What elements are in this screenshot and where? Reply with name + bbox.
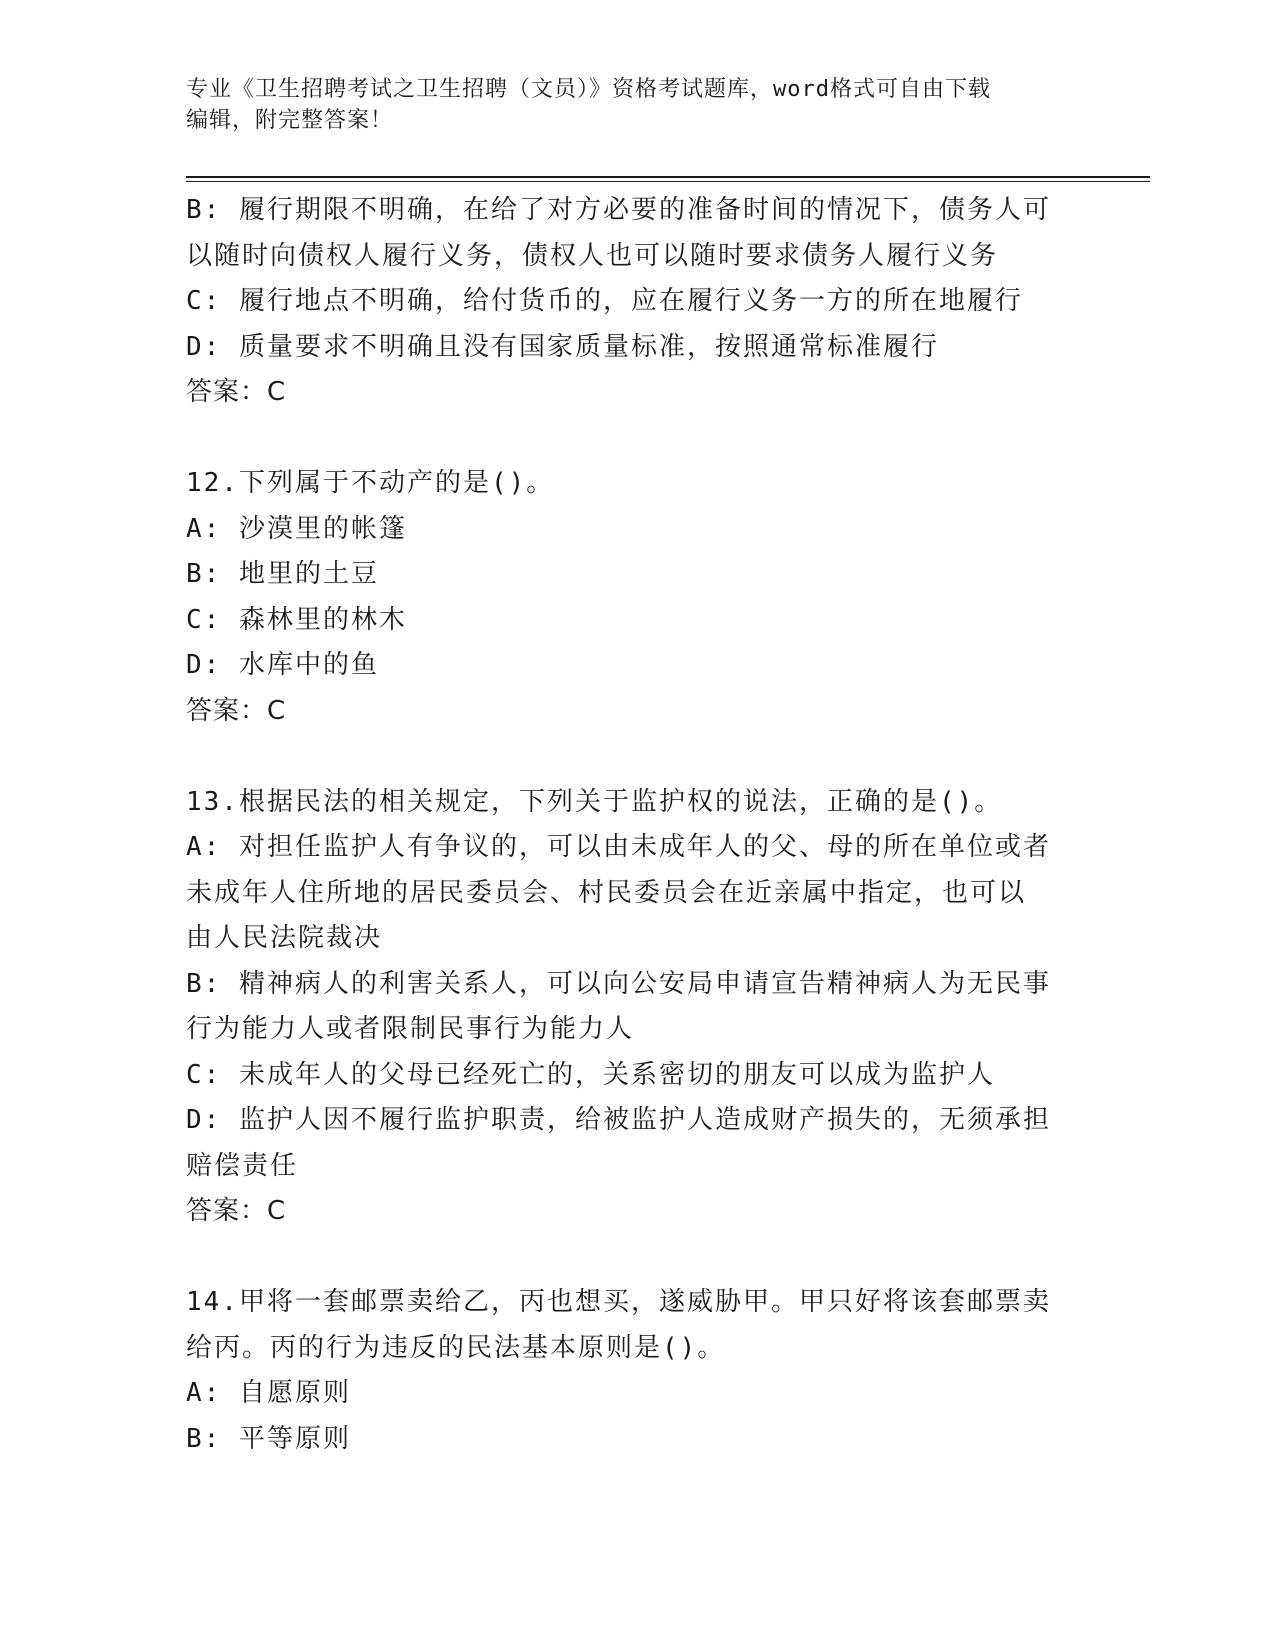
text-line: 12.下列属于不动产的是()。	[186, 468, 555, 498]
blank-line	[186, 416, 1086, 462]
text-line: D: 水库中的鱼	[186, 650, 379, 680]
text-line: 赔偿责任	[186, 1150, 299, 1181]
text-line: 14.甲将一套邮票卖给乙，丙也想买，遂威胁甲。甲只好将该套邮票卖	[186, 1287, 1051, 1317]
text-line: C: 履行地点不明确，给付货币的，应在履行义务一方的所在地履行	[186, 286, 1023, 316]
answer-line: 答案：C	[186, 695, 287, 726]
blank-line	[186, 1235, 1086, 1281]
header-line-1: 专业《卫生招聘考试之卫生招聘（文员）》资格考试题库，word格式可自由下载	[186, 77, 991, 102]
text-line: C: 未成年人的父母已经死亡的，关系密切的朋友可以成为监护人	[186, 1059, 995, 1090]
header-rule-thick	[186, 176, 1150, 178]
answer-line: 答案：C	[186, 377, 287, 407]
text-line: C: 森林里的林木	[186, 604, 407, 635]
header-rule-thin	[186, 181, 1150, 182]
text-line: D: 质量要求不明确且没有国家质量标准，按照通常标准履行	[186, 331, 939, 362]
document-header	[186, 74, 1066, 136]
question-content	[186, 188, 1086, 1462]
text-line: 行为能力人或者限制民事行为能力人	[186, 1014, 635, 1044]
text-line: 由人民法院裁决	[186, 923, 383, 953]
text-line: B: 履行期限不明确，在给了对方必要的准备时间的情况下，债务人可	[186, 195, 1051, 225]
text-line: 未成年人住所地的居民委员会、村民委员会在近亲属中指定，也可以	[186, 877, 1027, 908]
text-line: 13.根据民法的相关规定，下列关于监护权的说法，正确的是()。	[186, 786, 1003, 817]
text-line: A: 沙漠里的帐篷	[186, 513, 407, 544]
text-line: A: 自愿原则	[186, 1378, 351, 1408]
text-line: B: 地里的土豆	[186, 559, 379, 589]
text-line: B: 平等原则	[186, 1423, 351, 1454]
header-line-2: 编辑，附完整答案！	[186, 108, 394, 133]
text-line: A: 对担任监护人有争议的，可以由未成年人的父、母的所在单位或者	[186, 832, 1051, 862]
blank-line	[186, 734, 1086, 780]
text-line: 给丙。丙的行为违反的民法基本原则是()。	[186, 1332, 726, 1363]
text-line: B: 精神病人的利害关系人，可以向公安局申请宣告精神病人为无民事	[186, 968, 1051, 999]
text-line: D: 监护人因不履行监护职责，给被监护人造成财产损失的，无须承担	[186, 1105, 1051, 1135]
answer-line: 答案：C	[186, 1196, 287, 1226]
text-line: 以随时向债权人履行义务，债权人也可以随时要求债务人履行义务	[186, 240, 999, 271]
